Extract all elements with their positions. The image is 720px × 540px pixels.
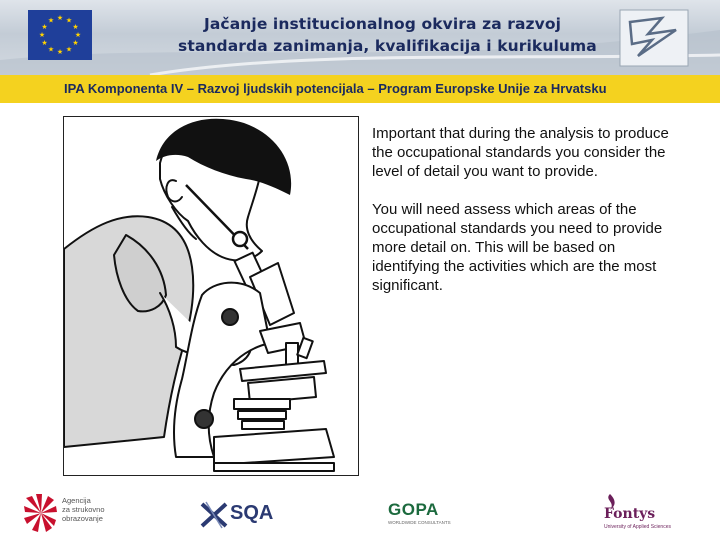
agencija-sunburst-icon xyxy=(24,494,58,532)
content-text xyxy=(372,124,677,314)
sqa-logo-text: SQA xyxy=(230,502,274,524)
illustration-drawing xyxy=(64,117,358,475)
svg-text:★: ★ xyxy=(47,45,55,54)
svg-text:★: ★ xyxy=(72,23,79,31)
header-title xyxy=(178,13,618,57)
agencija-line2: za strukovno xyxy=(62,505,105,514)
fontys-logo-text: Fontys xyxy=(604,506,656,522)
header-title-line2: standarda zanimanja, kvalifikacija i kurikuluma xyxy=(178,37,597,55)
ipa-banner-text: IPA Komponenta IV – Razvoj ljudskih potencijala – Program Europske Unije za Hrvatsku xyxy=(64,81,607,96)
fontys-logo xyxy=(592,496,702,534)
svg-text:★: ★ xyxy=(65,45,73,54)
agencija-line1: Agencija xyxy=(62,496,91,505)
paragraph-1: Important that during the analysis to produce the occupational standards you consider the level of detail you want to provide. xyxy=(372,125,669,180)
svg-text:★: ★ xyxy=(74,31,82,39)
ipa-banner xyxy=(0,75,720,103)
paragraph-2: You will need assess which areas of the occupational standards you need to provide more detail on. This will be based on identifying the activities which are the most significant. xyxy=(372,201,663,294)
agencija-logo xyxy=(24,494,134,534)
svg-text:★: ★ xyxy=(56,14,64,22)
svg-text:★: ★ xyxy=(41,39,48,47)
agencija-line3: obrazovanje xyxy=(62,514,103,523)
svg-text:★: ★ xyxy=(72,39,79,47)
fontys-logo-subtext: University of Applied Sciences xyxy=(604,524,671,530)
agencija-logo-text xyxy=(62,496,132,523)
gopa-logo-text: GOPA xyxy=(388,500,439,519)
svg-text:★: ★ xyxy=(47,16,55,25)
svg-text:★: ★ xyxy=(65,16,73,25)
sqa-logo xyxy=(200,498,300,530)
eu-flag-icon xyxy=(28,10,92,60)
header-banner xyxy=(0,0,720,75)
microscope-scientist-illustration xyxy=(63,116,359,476)
svg-text:★: ★ xyxy=(38,31,46,39)
svg-text:★: ★ xyxy=(41,23,48,31)
sqa-x-icon xyxy=(200,500,228,530)
gopa-logo-subtext: WORLDWIDE CONSULTANTS xyxy=(388,520,451,525)
svg-text:★: ★ xyxy=(56,48,64,56)
header-title-line1: Jačanje institucionalnog okvira za razvoj xyxy=(204,15,562,33)
footer-logos xyxy=(0,486,720,540)
fontys-mark-icon xyxy=(618,8,690,68)
gopa-logo xyxy=(388,500,468,530)
